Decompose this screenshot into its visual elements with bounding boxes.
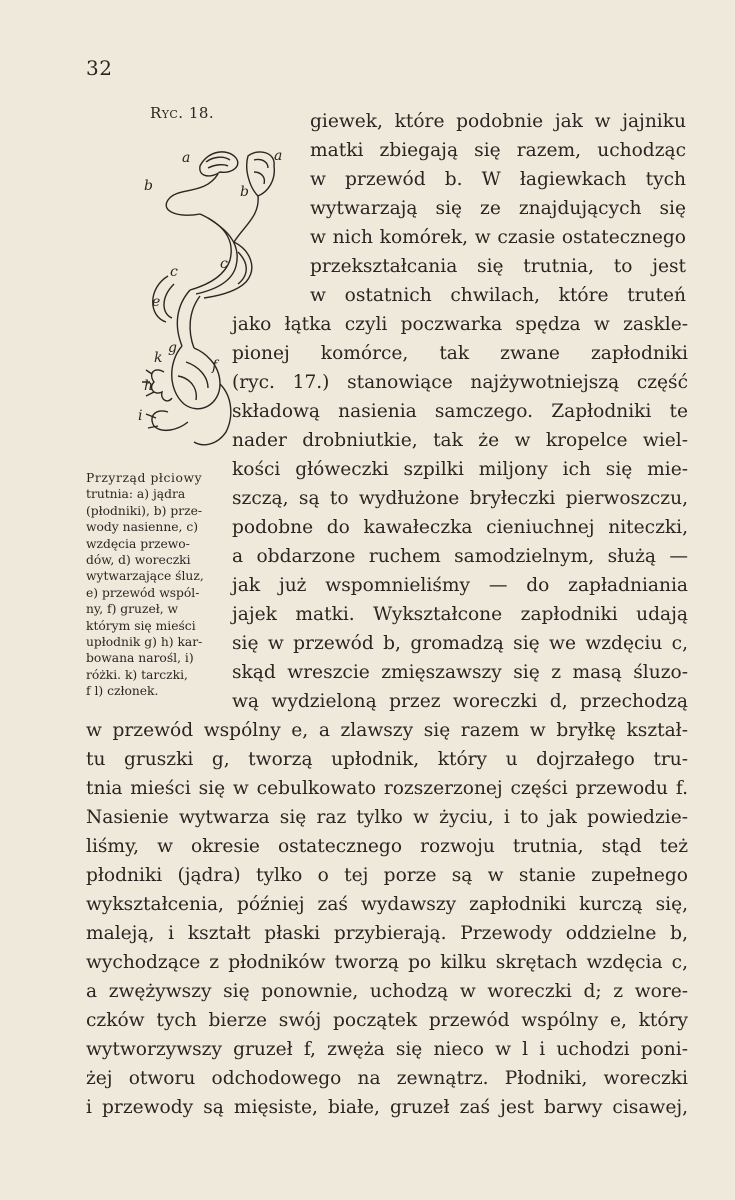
body-line: przekształcania się trutnia, to jest: [310, 256, 686, 277]
testis-left-shape: [200, 152, 238, 176]
body-line: (ryc. 17.) stanowiące najżywotniejszą część: [232, 372, 688, 393]
body-line: podobne do kawałeczka cieniuchnej niteczki,: [232, 517, 688, 538]
figure-letter: f: [212, 358, 218, 374]
figure-letter: c: [170, 264, 178, 280]
body-line: składową nasienia samczego. Zapłodniki te: [232, 401, 688, 422]
figure-letter: i: [138, 408, 143, 424]
body-line: skąd wreszcie zmięszawszy się z masą śluzo-: [232, 662, 688, 683]
figure-label: Ryc. 18.: [150, 104, 215, 122]
body-line: wą wydzieloną przez woreczki d, przechodzą: [232, 691, 688, 712]
caption-line: którym się mieści: [86, 618, 196, 633]
outgrowth-h: [152, 370, 172, 401]
body-line: Nasienie wytwarza się raz tylko w życiu, i to jak powiedzie-: [86, 807, 688, 828]
caption-line: wytwarzające śluz,: [86, 569, 204, 584]
body-line: w przewód wspólny e, a zlawszy się razem w bryłkę kształ-: [86, 720, 688, 741]
body-line: maleją, i kształt płaski przybierają. Przewody oddzielne b,: [86, 923, 688, 944]
caption-line: dów, d) woreczki: [86, 553, 191, 568]
figure-caption: [86, 470, 224, 700]
vas-deferens-right: [234, 196, 258, 242]
terminal-duct: [194, 384, 231, 445]
caption-line: (płodniki), b) prze-: [86, 503, 203, 518]
body-line: i przewody są mięsiste, białe, gruzeł zaś jest barwy cisawej,: [86, 1097, 688, 1118]
figure-letter: h: [144, 378, 154, 394]
body-line: tnia mieści się w cebulkowato rozszerzonej części przewodu f.: [86, 778, 688, 799]
body-line: kości główeczki szpilki miljony ich się mie-: [232, 459, 688, 480]
body-line: a zwężywszy się ponownie, uchodzą w woreczki d; z wore-: [86, 981, 688, 1002]
body-line: czków tych bierze swój początek przewód wspólny e, który: [86, 1010, 688, 1031]
body-line: płodniki (jądra) tylko o tej porze są w stanie zupełnego: [86, 865, 688, 886]
figure-letter: c: [220, 256, 228, 272]
figure-letter: k: [154, 350, 163, 366]
body-line: giewek, które podobnie jak w jajniku: [310, 111, 686, 132]
caption-line: ny, f) gruzeł, w: [86, 602, 179, 617]
body-line: jako łątka czyli poczwarka spędza w zaskle-: [232, 314, 688, 335]
body-line: jak już wspomnieliśmy — do zapładniania: [232, 575, 688, 596]
body-line: wytwarzają się ze znajdujących się: [310, 198, 686, 219]
caption-line: Przyrząd płciowy: [86, 471, 203, 485]
body-line: się w przewód b, gromadzą się we wzdęciu c,: [232, 633, 688, 654]
body-line: a obdarzone ruchem samodzielnym, służą —: [232, 546, 688, 567]
body-line: żej otworu odchodowego na zewnątrz. Płodniki, woreczki: [86, 1068, 688, 1089]
bulb-hatch: [178, 362, 208, 400]
figure-letter: a: [182, 150, 191, 166]
caption-line: wzdęcia przewo-: [86, 536, 190, 551]
body-line: w nich komórek, w czasie ostatecznego: [310, 227, 686, 248]
vesicle-right-inner: [238, 252, 246, 284]
testis-right-hatch: [254, 159, 268, 184]
figure-letter: b: [144, 178, 153, 194]
caption-line: wody nasienne, c): [86, 520, 199, 535]
figure-letter: e: [152, 294, 161, 310]
testis-left-hatch: [206, 157, 230, 168]
page-number: 32: [86, 56, 113, 80]
figure-letter: g: [168, 340, 177, 356]
body-line: w przewód b. W łagiewkach tych: [310, 169, 686, 190]
horns-i: [152, 411, 188, 430]
caption-line: upłodnik g) h) kar-: [86, 635, 203, 650]
figure-letter: a: [274, 148, 283, 164]
caption-line: bowana narośl, i): [86, 651, 194, 666]
vesicle-left: [190, 214, 231, 290]
body-line: pionej komórce, tak zwane zapłodniki: [232, 343, 688, 364]
caption-line: trutnia: a) jądra: [86, 487, 186, 502]
body-line: matki zbiegają się razem, uchodząc: [310, 140, 686, 161]
body-line: jajek matki. Wykształcone zapłodniki udają: [232, 604, 688, 625]
vas-deferens-left: [166, 174, 218, 215]
body-line: szczą, są to wydłużone bryłeczki pierwoszczu,: [232, 488, 688, 509]
body-line: wykształcenia, później zaś wydawszy zapłodniki kurczą się,: [86, 894, 688, 915]
body-line: tu gruszki g, tworzą upłodnik, który u dojrzałego tru-: [86, 749, 688, 770]
caption-line: f l) członek.: [86, 684, 159, 699]
caption-line: różki. k) tarczki,: [86, 667, 188, 682]
caption-line: e) przewód wspól-: [86, 585, 200, 600]
figure-letter: b: [240, 184, 249, 200]
common-duct: [177, 290, 200, 348]
body-line: w ostatnich chwilach, które truteń: [310, 285, 686, 306]
body-line: liśmy, w okresie ostatecznego rozwoju trutnia, stąd też: [86, 836, 688, 857]
body-line: wychodzące z płodników tworzą po kilku skrętach wzdęcia c,: [86, 952, 688, 973]
body-line: wytworzywszy gruzeł f, zwęża się nieco w l i uchodzi poni-: [86, 1039, 688, 1060]
body-line: nader drobniutkie, tak że w kropelce wiel-: [232, 430, 688, 451]
